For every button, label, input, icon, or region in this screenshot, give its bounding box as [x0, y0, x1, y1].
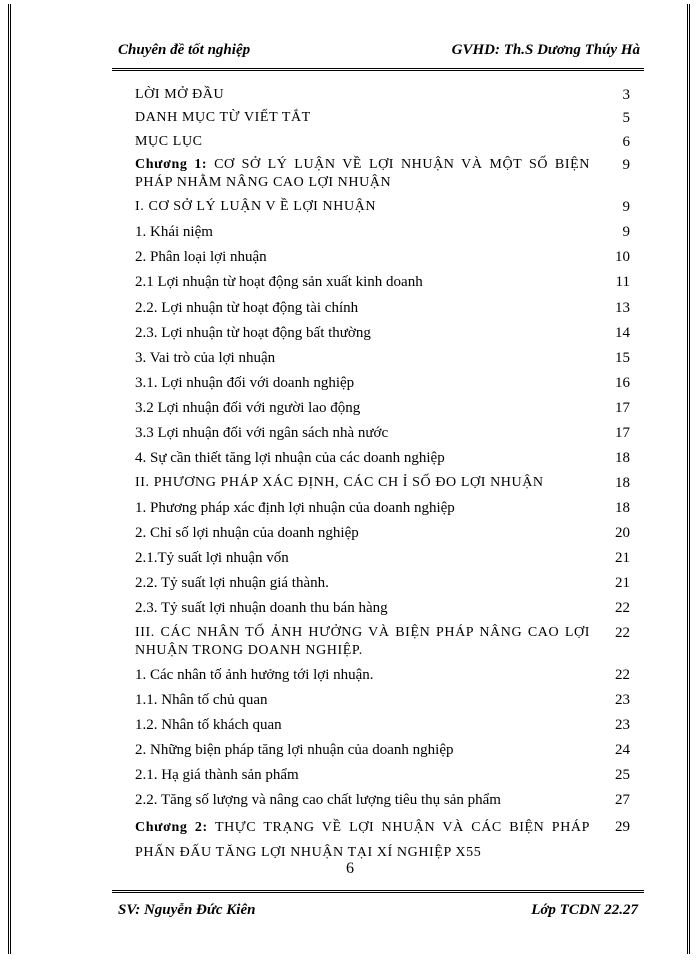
- toc-entry: LỜI MỞ ĐẦU 3: [135, 87, 630, 103]
- toc-entry: 3.3 Lợi nhuận đối với ngân sách nhà nước 17: [135, 425, 630, 441]
- toc-chapter-2: Chương 2: THỰC TRẠNG VỀ LỢI NHUẬN VÀ CÁC BIỆN PHÁP PHẤN ĐẤU TĂNG LỢI NHUẬN TẠI XÍ NGHIỆP X55 29: [135, 815, 630, 865]
- page-number: 6: [346, 860, 354, 877]
- toc-page-number: 24: [615, 742, 630, 758]
- toc-entry: 2. Chỉ số lợi nhuận của doanh nghiệp 20: [135, 525, 630, 541]
- toc-entry: 2.2. Tăng số lượng và nâng cao chất lượng tiêu thụ sản phẩm 27: [135, 792, 630, 808]
- toc-page-number: 18: [615, 475, 630, 491]
- footer-rule: [112, 890, 644, 893]
- toc-page-number: 21: [615, 550, 630, 566]
- toc-entry: DANH MỤC TỪ VIẾT TẮT 5: [135, 110, 630, 126]
- toc-entry: 2.2. Tỷ suất lợi nhuận giá thành. 21: [135, 575, 630, 591]
- toc-entry: 4. Sự cần thiết tăng lợi nhuận của các doanh nghiệp 18: [135, 450, 630, 466]
- page-header: [112, 36, 644, 71]
- toc-page-number: 17: [615, 400, 630, 416]
- toc-page-number: 23: [615, 717, 630, 733]
- toc-page-number: 25: [615, 767, 630, 783]
- toc-entry: 2.1.Tỷ suất lợi nhuận vốn 21: [135, 550, 630, 566]
- toc-page-number: 18: [615, 500, 630, 516]
- toc-entry: II. PHƯƠNG PHÁP XÁC ĐỊNH, CÁC CH Ỉ SỐ ĐO LỢI NHUẬN 18: [135, 475, 630, 491]
- toc-page-number: 6: [622, 134, 630, 150]
- toc-entry: 2. Phân loại lợi nhuận 10: [135, 249, 630, 265]
- toc-page-number: 11: [615, 274, 630, 290]
- toc-page-number: 14: [615, 325, 630, 341]
- toc-page-number: 17: [615, 425, 630, 441]
- toc-entry: I. CƠ SỞ LÝ LUẬN V Ề LỢI NHUẬN 9: [135, 199, 630, 215]
- toc-page-number: 23: [615, 692, 630, 708]
- toc-entry: 2.3. Tỷ suất lợi nhuận doanh thu bán hàng 22: [135, 600, 630, 616]
- toc-page-number: 9: [622, 157, 630, 173]
- toc-entry: 2.3. Lợi nhuận từ hoạt động bất thường 14: [135, 325, 630, 341]
- toc-page-number: 15: [615, 350, 630, 366]
- toc-entry: 3.2 Lợi nhuận đối với người lao động 17: [135, 400, 630, 416]
- toc-entry: 2.1. Hạ giá thành sản phẩm 25: [135, 767, 630, 783]
- footer-student: SV: Nguyễn Đức Kiên: [118, 902, 256, 918]
- toc-page-number: 27: [615, 792, 630, 808]
- toc-page-number: 16: [615, 375, 630, 391]
- toc-page-number: 22: [615, 600, 630, 616]
- toc-entry: 1.2. Nhân tố khách quan 23: [135, 717, 630, 733]
- toc-entry: 1. Khái niệm 9: [135, 224, 630, 240]
- toc-entry: 1. Các nhân tố ảnh hưởng tới lợi nhuận. 22: [135, 667, 630, 683]
- toc-page-number: 20: [615, 525, 630, 541]
- toc-entry: 2.2. Lợi nhuận từ hoạt động tài chính 13: [135, 300, 630, 316]
- toc-entry: MỤC LỤC 6: [135, 134, 630, 150]
- toc-page-number: 3: [622, 87, 630, 103]
- toc-page-number: 18: [615, 450, 630, 466]
- toc-page-number: 22: [615, 667, 630, 683]
- toc-entry: III. CÁC NHÂN TỐ ẢNH HƯỞNG VÀ BIỆN PHÁP NÂNG CAO LỢI NHUẬN TRONG DOANH NGHIỆP. 22: [135, 625, 630, 658]
- chapter-label: Chương 1:: [135, 157, 208, 172]
- toc-page-number: 22: [615, 625, 630, 641]
- toc-entry: 1.1. Nhân tố chủ quan 23: [135, 692, 630, 708]
- header-supervisor: GVHD: Th.S Dương Thúy Hà: [451, 42, 640, 58]
- footer-class: Lớp TCDN 22.27: [531, 902, 638, 918]
- toc-entry: 3.1. Lợi nhuận đối với doanh nghiệp 16: [135, 375, 630, 391]
- toc-page-number: 10: [615, 249, 630, 265]
- toc-entry: 1. Phương pháp xác định lợi nhuận của doanh nghiệp 18: [135, 500, 630, 516]
- toc-page-number: 13: [615, 300, 630, 316]
- chapter-label: Chương 2:: [135, 820, 208, 835]
- header-document-type: Chuyên đề tốt nghiệp: [118, 42, 251, 58]
- toc-page-number: 9: [622, 224, 630, 240]
- toc-page-number: 29: [615, 819, 630, 835]
- toc-page-number: 21: [615, 575, 630, 591]
- toc-page-number: 5: [622, 110, 630, 126]
- toc-chapter-1: Chương 1: CƠ SỞ LÝ LUẬN VỀ LỢI NHUẬN VÀ MỘT SỐ BIỆN PHÁP NHẰM NÂNG CAO LỢI NHUẬN 9: [135, 157, 630, 190]
- toc-page-number: 9: [622, 199, 630, 215]
- toc-entry: 3. Vai trò của lợi nhuận 15: [135, 350, 630, 366]
- toc-entry: 2.1 Lợi nhuận từ hoạt động sản xuất kinh doanh 11: [135, 274, 630, 290]
- toc-entry: 2. Những biện pháp tăng lợi nhuận của doanh nghiệp 24: [135, 742, 630, 758]
